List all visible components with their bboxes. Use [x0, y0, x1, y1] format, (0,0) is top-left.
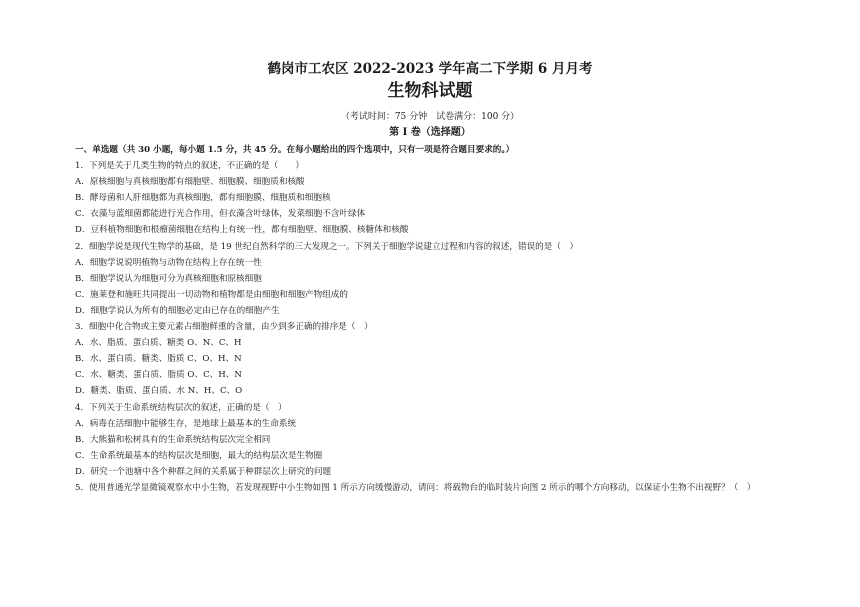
question-option: A．细胞学说说明植物与动物在结构上存在统一性	[75, 257, 262, 268]
question-option: D．细胞学说认为所有的细胞必定由已存在的细胞产生	[75, 305, 280, 316]
volume-heading: 第 I 卷（选择题）	[389, 127, 471, 138]
question-option: C．衣藻与蓝细菌都能进行光合作用，但衣藻含叶绿体，发菜细胞不含叶绿体	[75, 209, 366, 220]
exam-title: 鹤岗市工农区 2022-2023 学年高二下学期 6 月月考	[267, 61, 593, 77]
question-stem: 2．细胞学说是现代生物学的基础，是 19 世纪自然科学的三大发现之一。下列关于细胞学说建立过程和内容的叙述，错误的是（ ）	[75, 241, 579, 252]
question-stem: 3．细胞中化合物或主要元素占细胞鲜重的含量，由少到多正确的排序是（ ）	[75, 322, 373, 333]
question-option: B．水、蛋白质、糖类、脂质 C、O、H、N	[75, 354, 242, 365]
question-option: D．研究一个池塘中各个种群之间的关系属于种群层次上研究的问题	[75, 466, 332, 477]
exam-subtitle: 生物科试题	[387, 81, 473, 101]
question-option: A．水、脂质、蛋白质、糖类 O、N、C、H	[75, 338, 242, 349]
question-stem: 4．下列关于生命系统结构层次的叙述，正确的是（ ）	[75, 402, 287, 413]
question-stem: 5．使用普通光学显微镜观察水中小生物，若发现视野中小生物如图 1 所示方向缓慢游动，请问：将载物台的临时装片向图 2 所示的哪个方向移动，以保证小生物不出视野？（ ）	[75, 482, 756, 493]
exam-body	[75, 142, 775, 496]
question-option: C．施莱登和施旺共同提出一切动物和植物都是由细胞和细胞产物组成的	[75, 289, 348, 300]
question-option: D．糖类、脂质、蛋白质、水 N、H、C、O	[75, 386, 243, 397]
question-option: C．生命系统最基本的结构层次是细胞，最大的结构层次是生物圈	[75, 450, 323, 461]
question-option: B．酵母菌和人肝细胞都为真核细胞，都有细胞膜、细胞质和细胞核	[75, 193, 331, 204]
section-heading: 一、单选题（共 30 小题，每小题 1.5 分，共 45 分。在每小题给出的四个选项中，只有一项是符合题目要求的。）	[75, 145, 515, 155]
question-option: A．病毒在活细胞中能够生存，是地球上最基本的生命系统	[75, 418, 297, 429]
question-option: C．水、糖类、蛋白质、脂质 O、C、H、N	[75, 370, 242, 381]
question-option: A．原核细胞与真核细胞都有细胞壁、细胞膜、细胞质和核酸	[75, 177, 305, 188]
question-option: D．豆科植物细胞和根瘤菌细胞在结构上有统一性，都有细胞壁、细胞膜、核糖体和核酸	[75, 225, 409, 236]
exam-info: （考试时间：75 分钟 试卷满分：100 分）	[340, 112, 520, 122]
question-option: B．细胞学说认为细胞可分为真核细胞和原核细胞	[75, 273, 262, 284]
question-option: B．大熊猫和松树具有的生命系统结构层次完全相同	[75, 434, 271, 445]
question-stem: 1．下列是关于几类生物的特点的叙述，不正确的是（ ）	[75, 161, 304, 172]
